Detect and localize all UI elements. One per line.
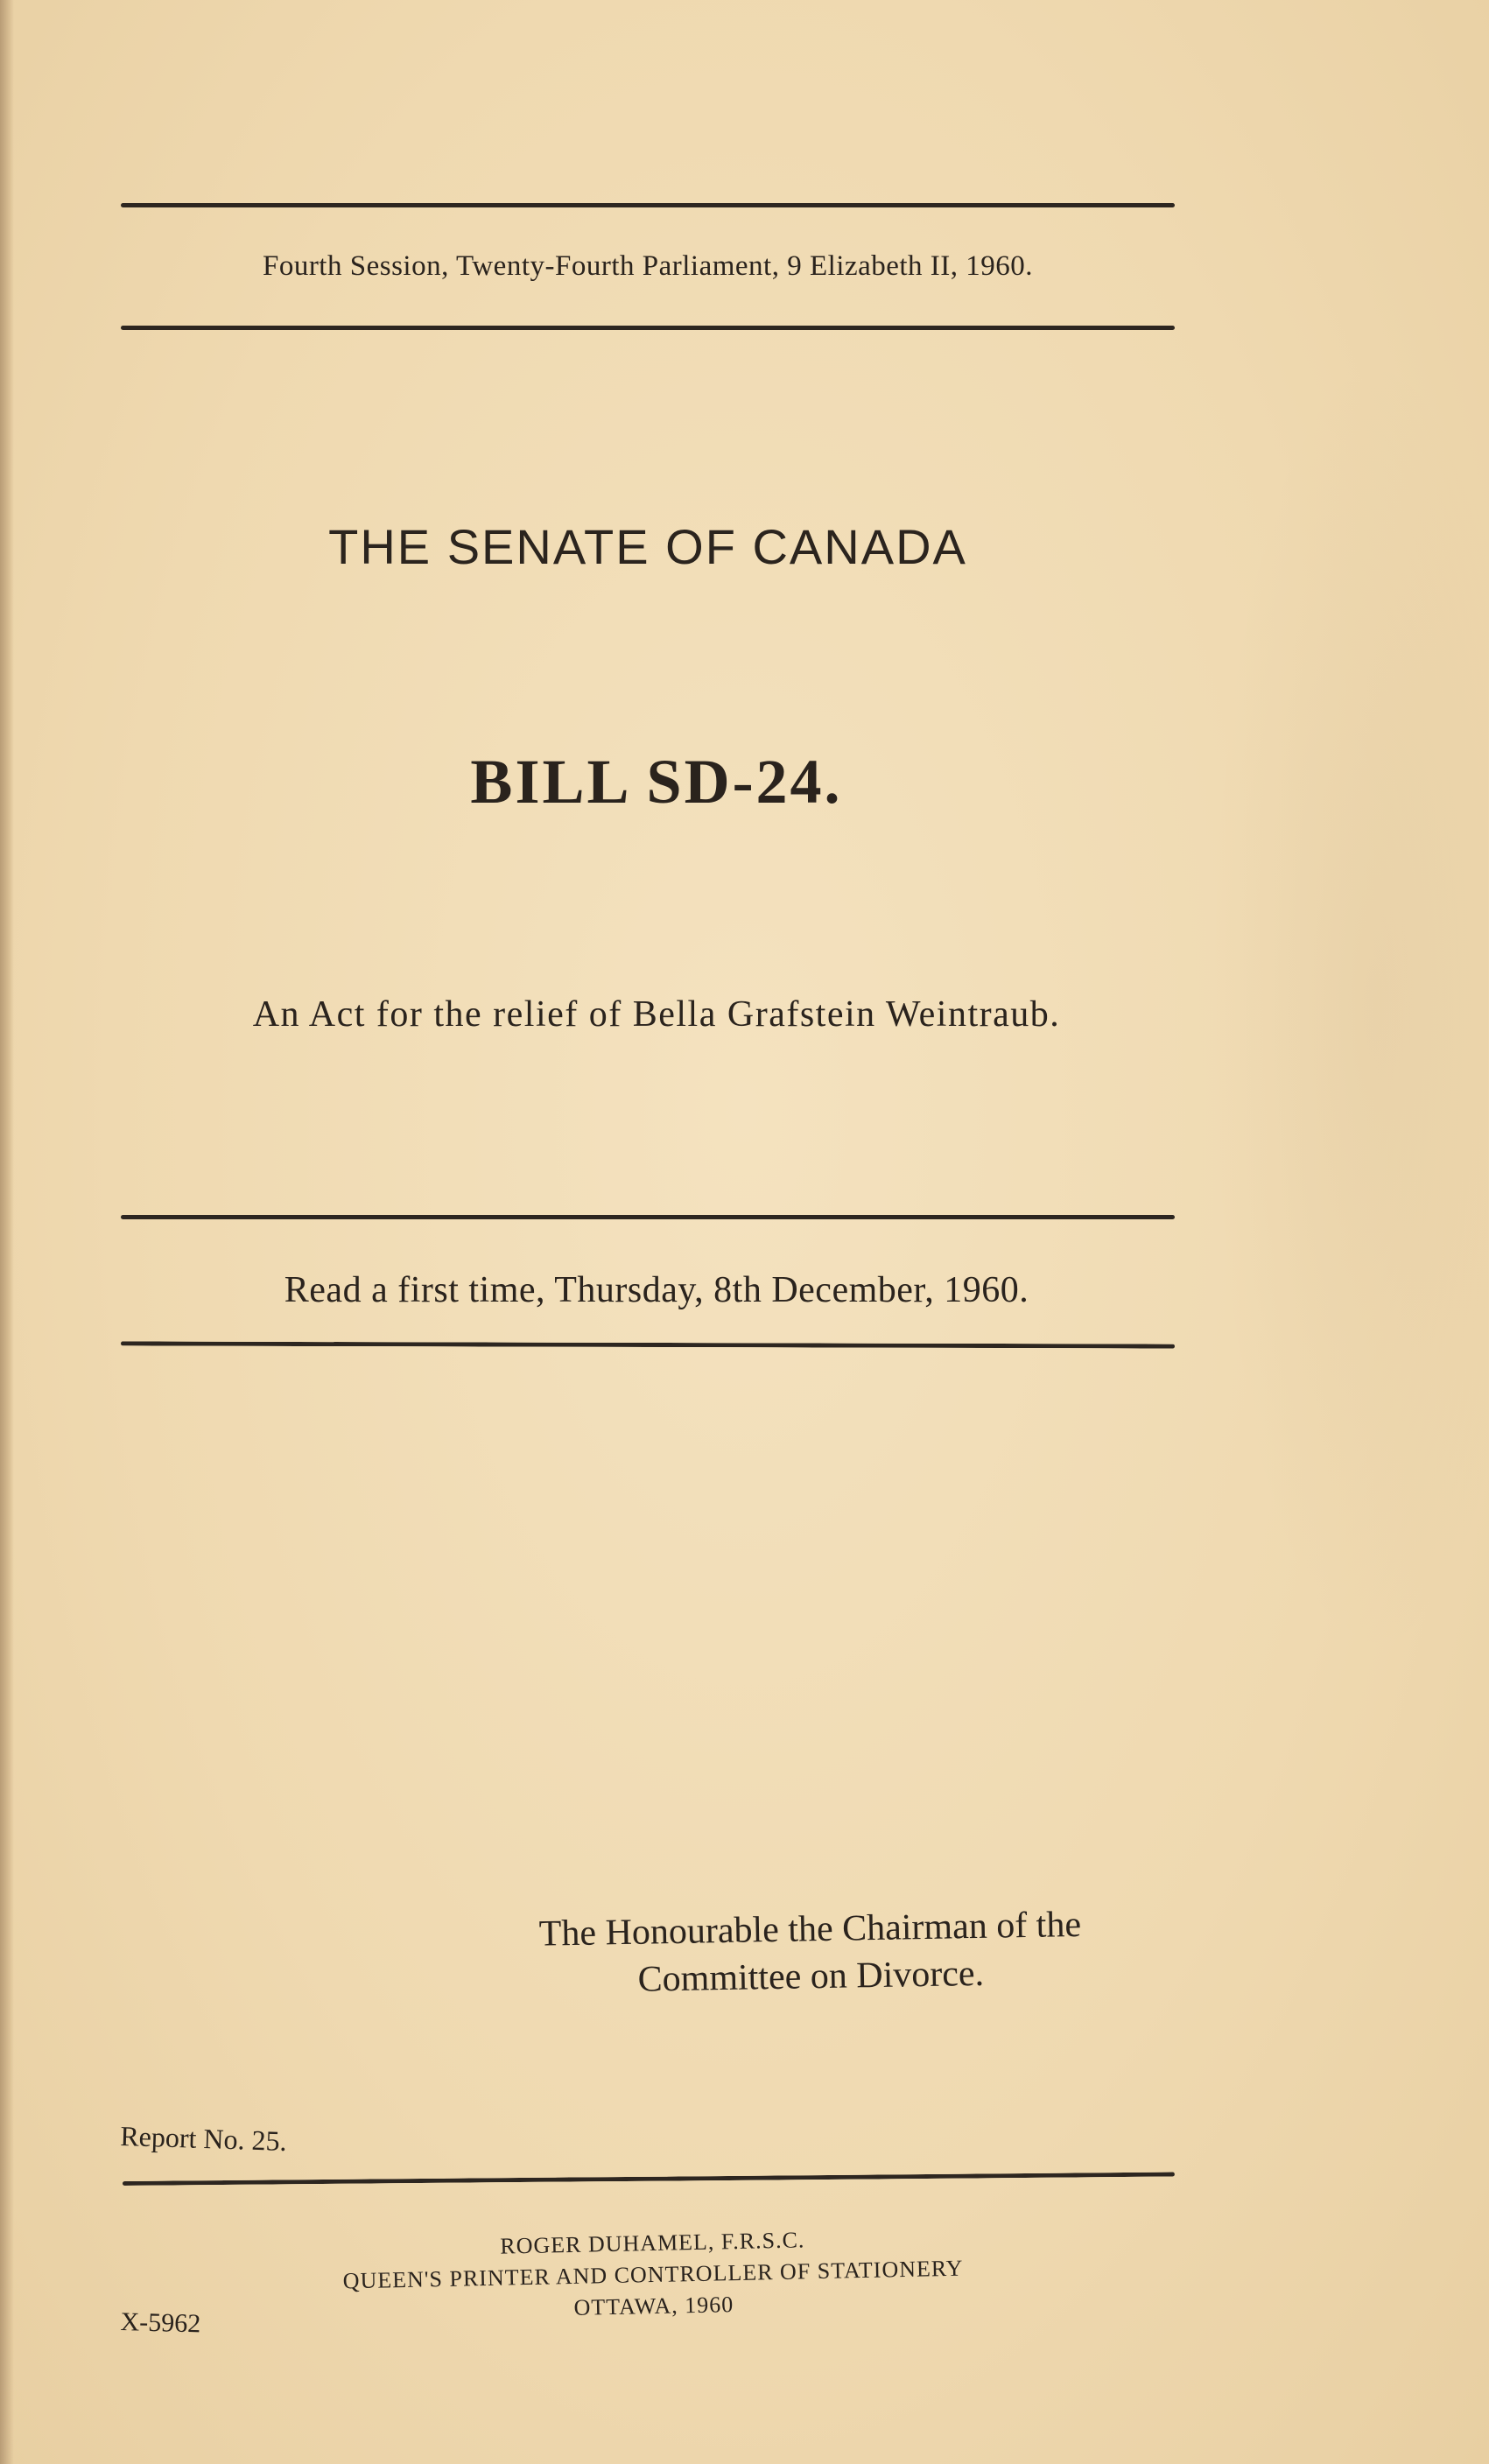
sponsor-block bbox=[473, 1900, 1148, 2006]
bleed-through-shadow bbox=[1208, 350, 1488, 1663]
first-reading-line: Read a first time, Thursday, 8th December, 1960. bbox=[284, 1270, 1029, 1310]
printer-place: OTTAWA, 1960 bbox=[573, 2292, 734, 2320]
sponsor-line-2: Committee on Divorce. bbox=[637, 1953, 985, 2000]
reading-top-rule bbox=[121, 1215, 1175, 1219]
reading-bottom-rule bbox=[121, 1341, 1175, 1348]
top-rule bbox=[121, 203, 1175, 207]
house-heading: THE SENATE OF CANADA bbox=[328, 519, 967, 574]
session-rule bbox=[121, 326, 1175, 330]
sponsor-line-1: The Honourable the Chairman of the bbox=[538, 1904, 1082, 1955]
printer-name: ROGER DUHAMEL, F.R.S.C. bbox=[500, 2227, 805, 2259]
bill-number: BILL SD-24. bbox=[470, 747, 843, 817]
session-line: Fourth Session, Twenty-Fourth Parliament, 9 Elizabeth II, 1960. bbox=[262, 250, 1034, 282]
report-number: Report No. 25. bbox=[119, 2120, 288, 2157]
act-title: An Act for the relief of Bella Grafstein Weintraub. bbox=[252, 994, 1061, 1035]
print-code: X-5962 bbox=[120, 2307, 201, 2339]
imprint-rule bbox=[123, 2173, 1175, 2186]
printer-imprint bbox=[245, 2219, 1061, 2330]
printer-title: QUEEN'S PRINTER AND CONTROLLER OF STATIONERY bbox=[342, 2255, 964, 2294]
page-binding-edge bbox=[0, 0, 14, 2464]
